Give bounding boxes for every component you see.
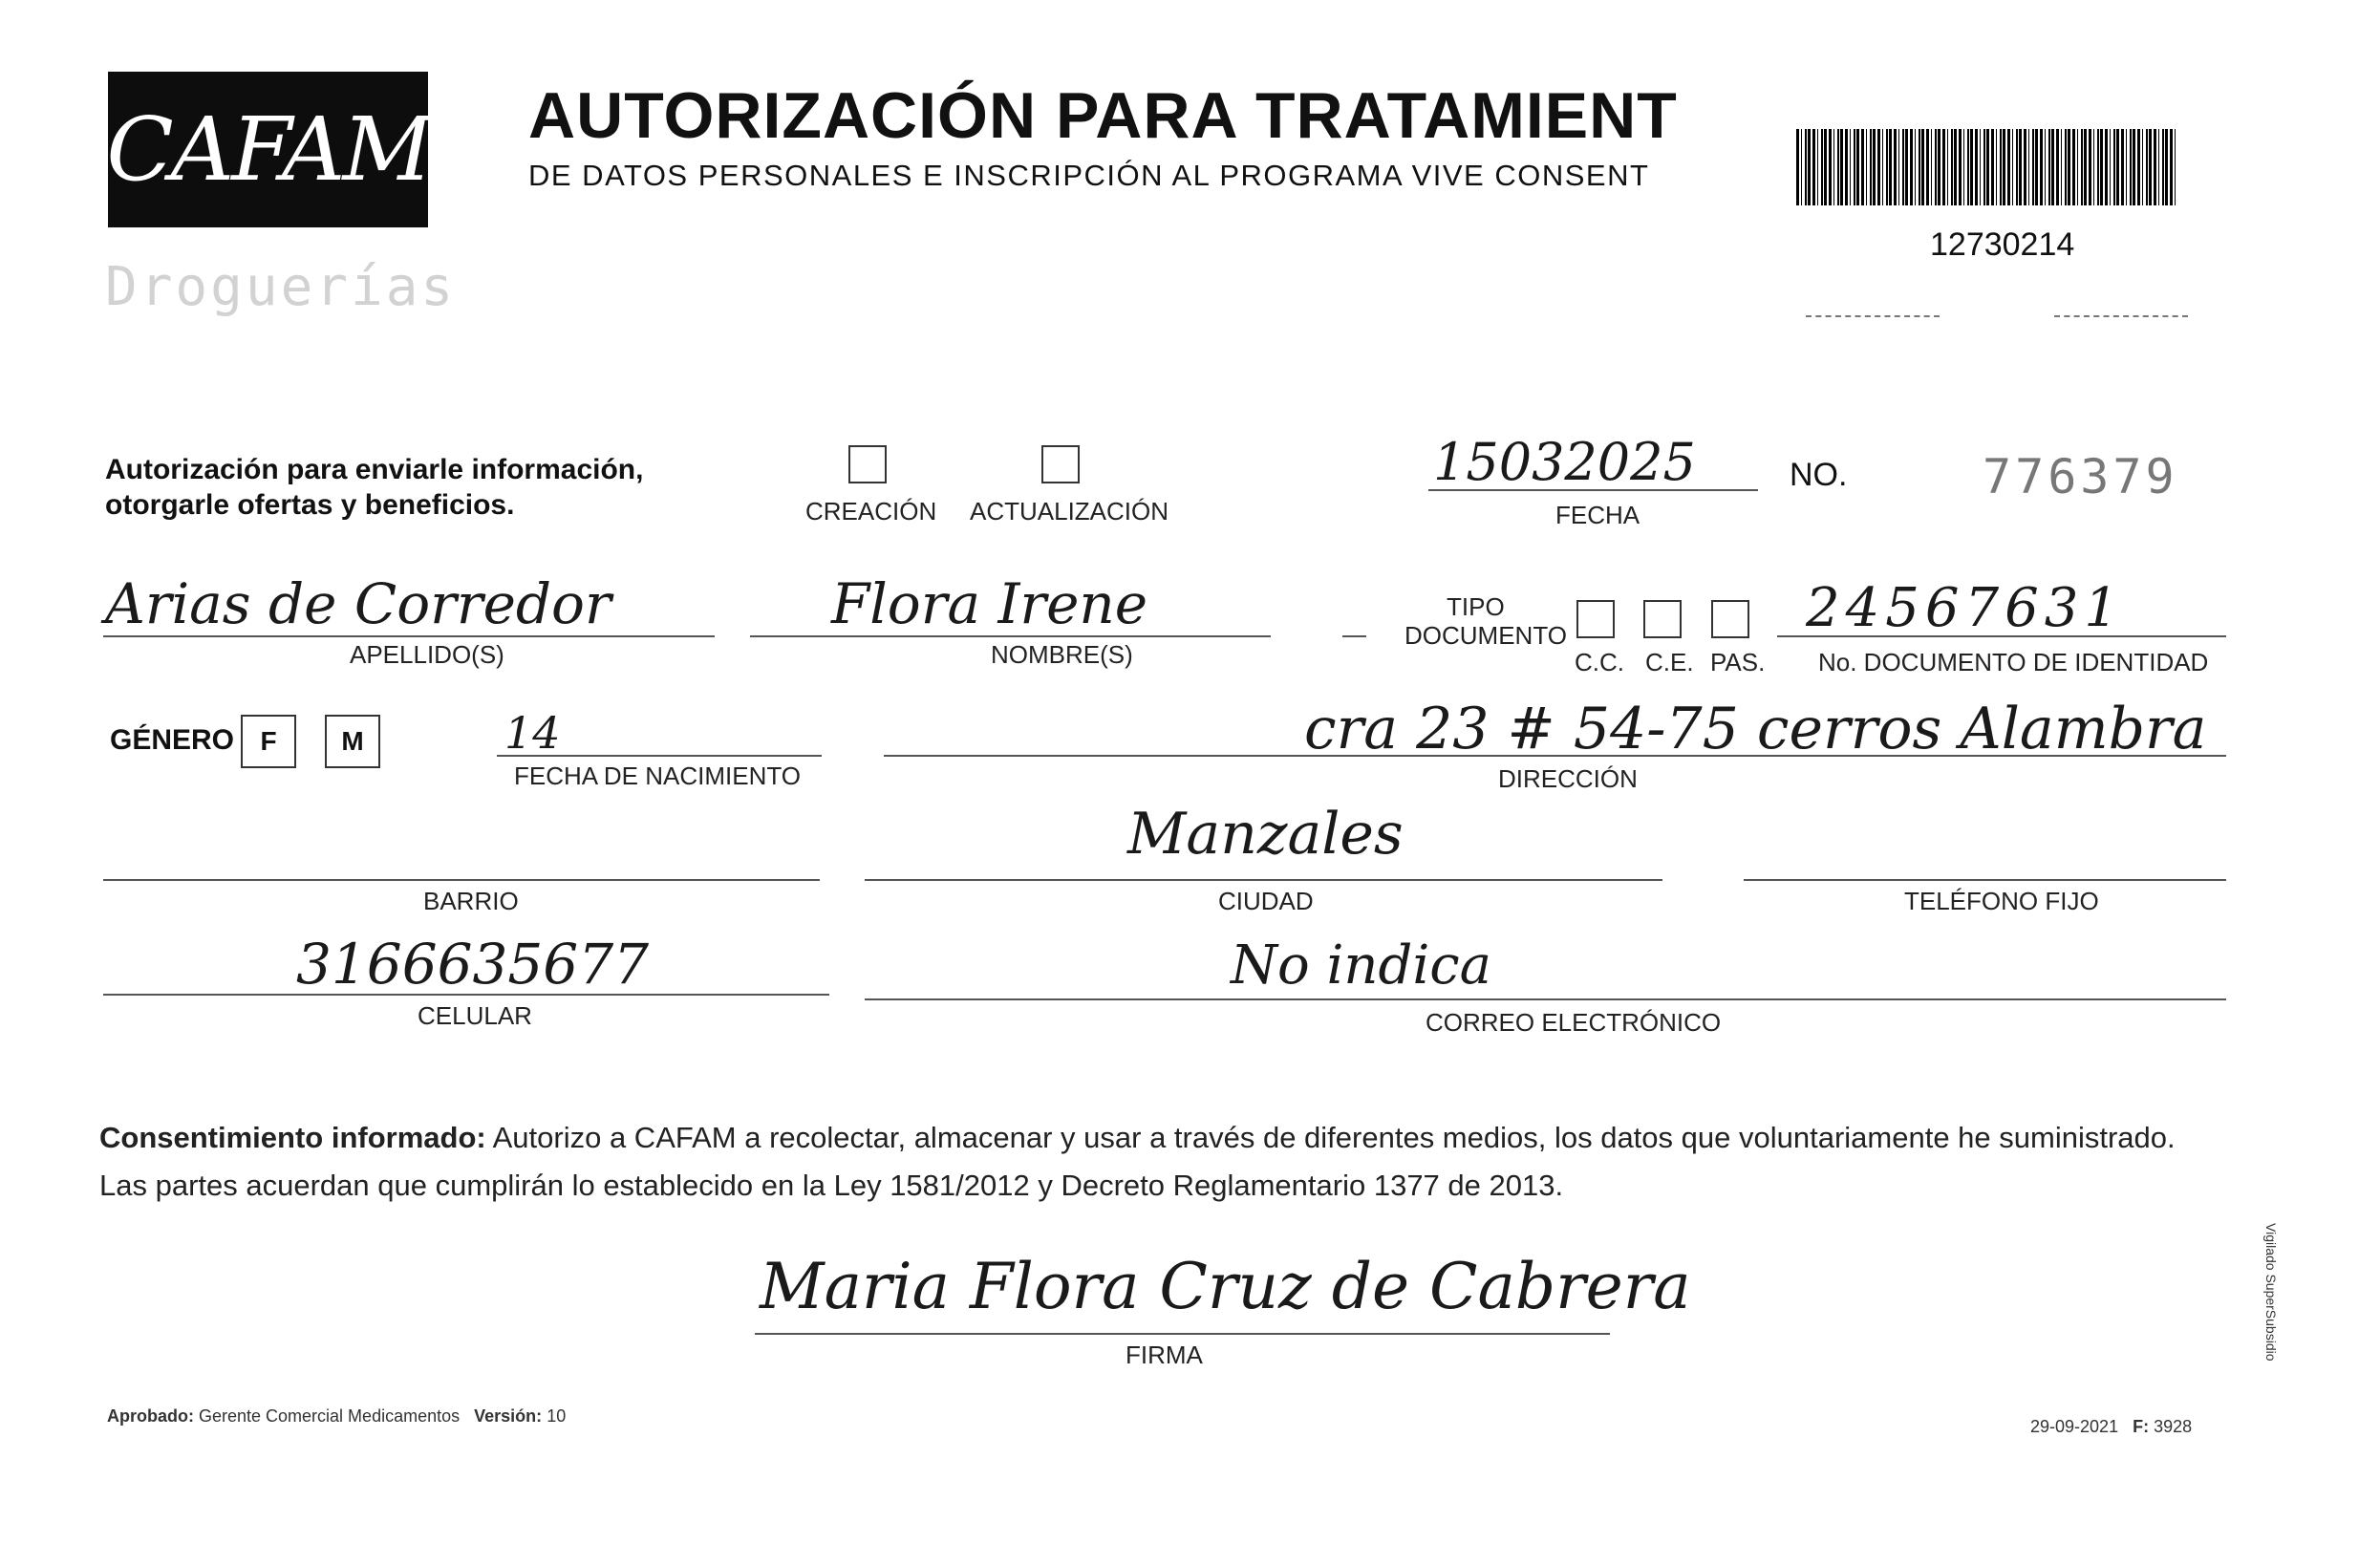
aprobado-value: Gerente Comercial Medicamentos bbox=[199, 1406, 461, 1426]
ce-label: C.E. bbox=[1645, 648, 1694, 676]
signature-label: FIRMA bbox=[1126, 1341, 1203, 1369]
intro-line-2: otorgarle ofertas y beneficios. bbox=[105, 489, 515, 521]
apellidos-value[interactable]: Arias de Corredor bbox=[105, 571, 611, 636]
vigilado-vertical-text: Vigilado SuperSubsidio bbox=[2263, 1223, 2279, 1362]
barcode bbox=[1796, 129, 2178, 205]
fecha-value[interactable]: 15032025 bbox=[1433, 432, 1696, 492]
cc-checkbox[interactable] bbox=[1576, 600, 1615, 638]
direccion-value[interactable]: cra 23 # 54-75 cerros Alambra bbox=[1304, 696, 2207, 762]
intro-line-1: Autorización para enviarle información, bbox=[105, 454, 644, 485]
cc-label: C.C. bbox=[1575, 648, 1624, 676]
footer-date: 29-09-2021 bbox=[2030, 1417, 2119, 1436]
telefono-line bbox=[1744, 879, 2226, 881]
correo-line bbox=[865, 998, 2226, 1000]
nombres-line bbox=[750, 635, 1271, 637]
tipo-doc-label-2: DOCUMENTO bbox=[1404, 621, 1567, 650]
no-value: 776379 bbox=[1983, 449, 2178, 504]
actualizacion-label: ACTUALIZACIÓN bbox=[970, 497, 1169, 526]
no-label: NO. bbox=[1790, 457, 1848, 493]
telefono-label: TELÉFONO FIJO bbox=[1904, 887, 2099, 915]
form-label: F: bbox=[2133, 1417, 2150, 1436]
correo-value[interactable]: No indica bbox=[1231, 934, 1491, 997]
genero-f-box[interactable]: F bbox=[241, 715, 296, 768]
cafam-logo bbox=[108, 72, 428, 227]
actualizacion-checkbox[interactable] bbox=[1041, 445, 1080, 483]
signature-value: Maria Flora Cruz de Cabrera bbox=[760, 1250, 1691, 1323]
header-rule-right bbox=[2054, 315, 2188, 317]
barrio-label: BARRIO bbox=[423, 887, 519, 915]
signature-line bbox=[755, 1333, 1610, 1335]
form-subtitle: DE DATOS PERSONALES E INSCRIPCIÓN AL PROGRAMA VIVE CONSENT bbox=[528, 159, 1650, 192]
pas-label: PAS. bbox=[1710, 648, 1766, 676]
barcode-number: 12730214 bbox=[1930, 226, 2075, 263]
consent-text-1: Autorizo a CAFAM a recolectar, almacenar y usar a través de diferentes medios, los datos que voluntariamente he suministrado. bbox=[485, 1121, 2176, 1154]
celular-value[interactable]: 3166635677 bbox=[296, 932, 650, 997]
version-label: Versión: bbox=[474, 1406, 543, 1426]
form-value: 3928 bbox=[2154, 1417, 2193, 1436]
creacion-checkbox[interactable] bbox=[848, 445, 887, 483]
apellidos-label: APELLIDO(S) bbox=[350, 640, 504, 669]
nombres-value[interactable]: Flora Irene bbox=[831, 571, 1148, 636]
footer-date-code bbox=[2030, 1417, 2192, 1437]
ce-checkbox[interactable] bbox=[1643, 600, 1682, 638]
fecha-line bbox=[1428, 489, 1758, 491]
creacion-label: CREACIÓN bbox=[805, 497, 937, 526]
tipo-doc-tick bbox=[1342, 635, 1366, 637]
ciudad-value[interactable]: Manzales bbox=[1127, 801, 1404, 868]
nacimiento-label: FECHA DE NACIMIENTO bbox=[514, 762, 802, 790]
documento-value[interactable]: 24567631 bbox=[1806, 577, 2125, 639]
genero-label: GÉNERO bbox=[110, 724, 235, 756]
form-title: AUTORIZACIÓN PARA TRATAMIENT bbox=[528, 79, 1678, 152]
consent-line-1 bbox=[99, 1121, 2176, 1155]
logo-subtext: Droguerías bbox=[105, 256, 457, 318]
direccion-label: DIRECCIÓN bbox=[1498, 764, 1638, 793]
consent-bold: Consentimiento informado: bbox=[99, 1121, 486, 1154]
apellidos-line bbox=[103, 635, 715, 637]
nacimiento-value[interactable]: 14 bbox=[504, 707, 561, 759]
correo-label: CORREO ELECTRÓNICO bbox=[1426, 1008, 1722, 1037]
tipo-doc-label-1: TIPO bbox=[1447, 592, 1505, 621]
version-value: 10 bbox=[547, 1406, 567, 1426]
ciudad-line bbox=[865, 879, 1662, 881]
aprobado-label: Aprobado: bbox=[107, 1406, 194, 1426]
documento-label: No. DOCUMENTO DE IDENTIDAD bbox=[1818, 648, 2209, 676]
direccion-line bbox=[884, 755, 2226, 757]
footer-aprobado bbox=[107, 1406, 566, 1427]
fecha-label: FECHA bbox=[1555, 501, 1640, 529]
ciudad-label: CIUDAD bbox=[1218, 887, 1314, 915]
logo-text: CAFAM bbox=[106, 98, 430, 201]
barrio-line bbox=[103, 879, 820, 881]
nacimiento-line bbox=[497, 755, 822, 757]
header-rule-left bbox=[1806, 315, 1940, 317]
genero-m-box[interactable]: M bbox=[325, 715, 380, 768]
celular-line bbox=[103, 994, 829, 996]
consent-line-2: Las partes acuerdan que cumplirán lo establecido en la Ley 1581/2012 y Decreto Reglamentario 1377 de 2013. bbox=[99, 1169, 1564, 1202]
pas-checkbox[interactable] bbox=[1711, 600, 1749, 638]
nombres-label: NOMBRE(S) bbox=[991, 640, 1133, 669]
documento-line bbox=[1777, 635, 2226, 637]
celular-label: CELULAR bbox=[418, 1001, 532, 1030]
